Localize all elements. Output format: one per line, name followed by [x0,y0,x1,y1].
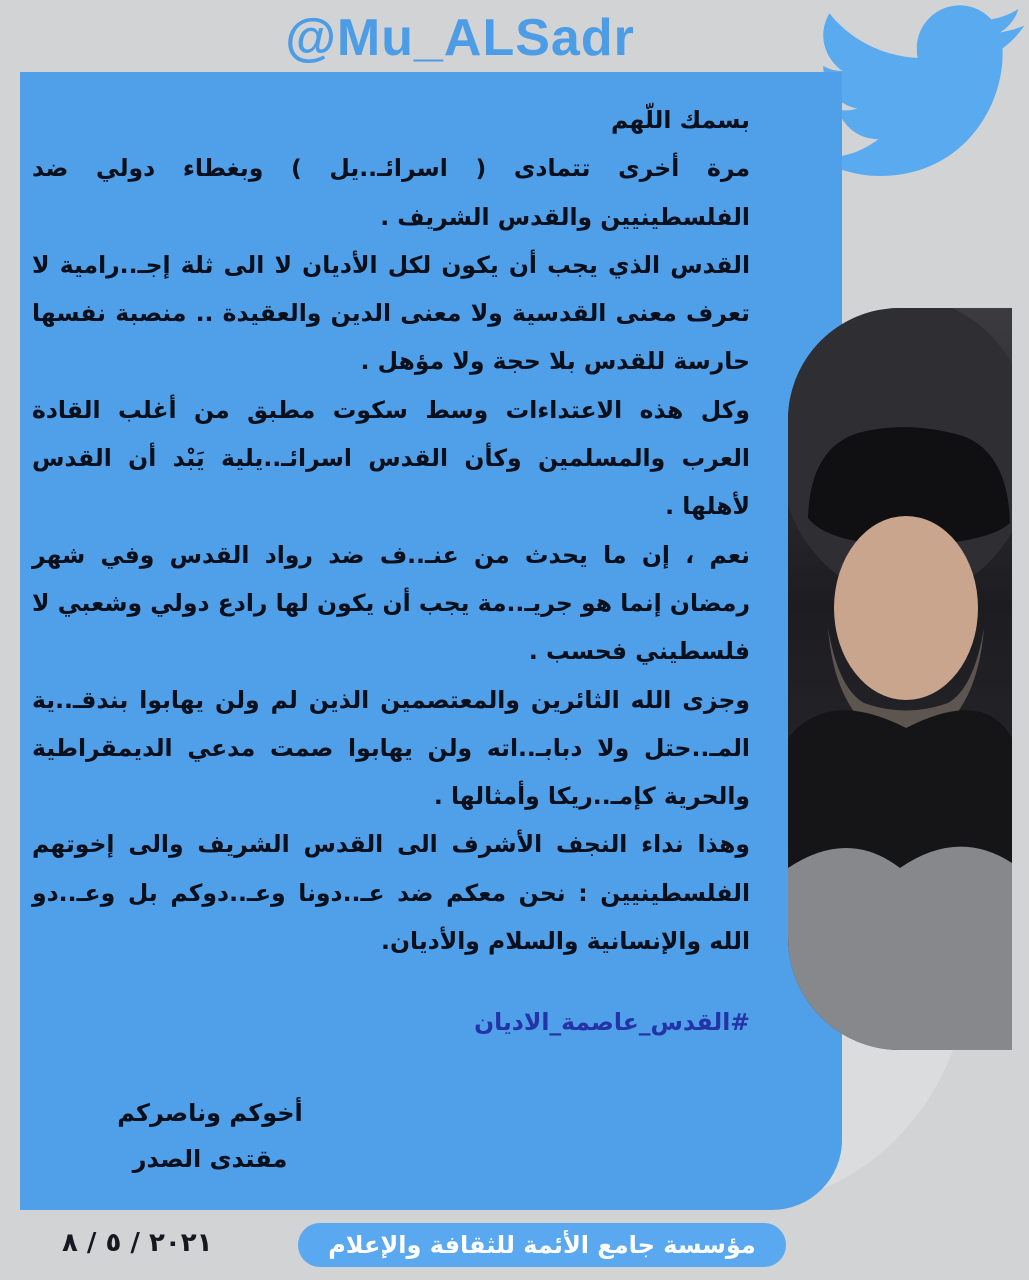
twitter-handle: @Mu_ALSadr [285,9,635,67]
statement-paragraph: وهذا نداء النجف الأشرف الى القدس الشريف والى إخوتهم الفلسطينيين : نحن معكم ضد عـ..دونا وعـ..دوكم بل وعـ..دو الله والإنسانية والسلام والأديان. [32,830,750,956]
statement-paragraph: وكل هذه الاعتداءات وسط سكوت مطبق من أغلب القادة العرب والمسلمين وكأن القدس اسرائـ..يلية يَبْد أن القدس لأهلها . [32,395,750,521]
statement-paragraph: نعم ، إن ما يحدث من عنـ..ف ضد رواد القدس وفي شهر رمضان إنما هو جريـ..مة يجب أن يكون لها رادع دولي وشعبي لا فلسطيني فحسب . [32,540,750,666]
statement-body [32,96,750,965]
signature [80,1090,340,1182]
hashtag-link[interactable]: #القدس_عاصمة_الاديان [474,1008,750,1036]
portrait-figure-icon [788,308,1012,1050]
footer-organization-badge: مؤسسة جامع الأئمة للثقافة والإعلام [298,1223,786,1267]
statement-paragraph: مرة أخرى تتمادى ( اسرائـ..يل ) وبغطاء دولي ضد الفلسطينيين والقدس الشريف . [32,154,750,231]
statement-paragraph: وجزى الله الثائرين والمعتصمين الذين لم ولن يهابوا بندقـ..ية المـ..حتل ولا دبابـ..اته ولن يهابوا صمت مدعي الديمقراطية والحرية كإمـ..ريكا وأمثالها . [32,685,750,811]
signature-name: مقتدى الصدر [132,1145,288,1173]
portrait-photo [788,308,1012,1050]
statement-paragraph: القدس الذي يجب أن يكون لكل الأديان لا الى ثلة إجـ..رامية لا تعرف معنى القدسية ولا معنى الدين والعقيدة .. منصبة نفسها حارسة للقدس بلا حجة ولا مؤهل . [32,250,750,376]
signature-closing: أخوكم وناصركم [117,1099,303,1127]
publish-date: ٢٠٢١ / ٥ / ٨ [62,1228,213,1258]
opening-line: بسمك اللّهم [611,106,750,134]
twitter-bird-icon [818,2,1028,182]
